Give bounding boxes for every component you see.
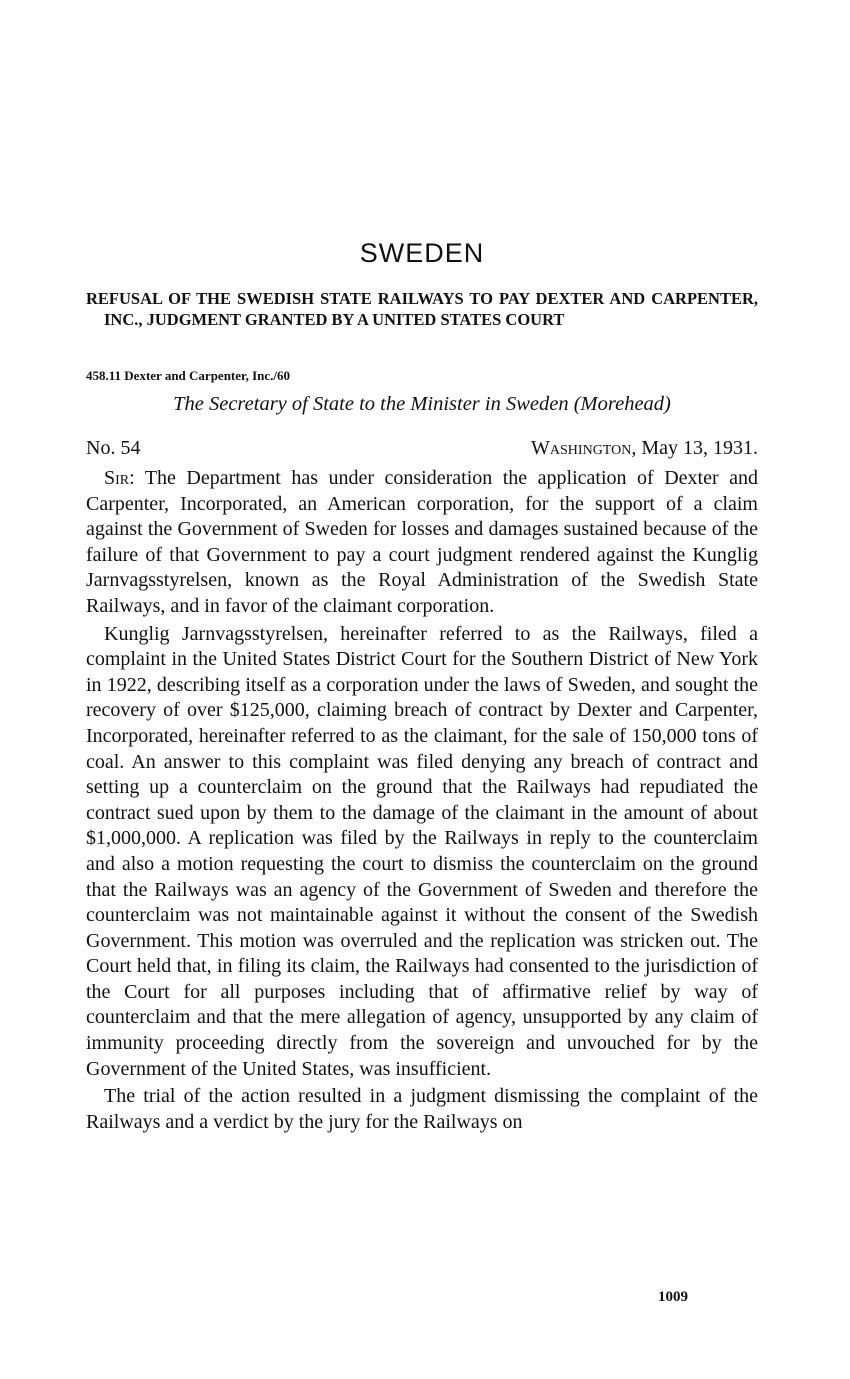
document-heading: REFUSAL OF THE SWEDISH STATE RAILWAYS TO PAY DEXTER AND CARPENTER, INC., JUDGMENT GRANTED BY A UNITED STATES COURT xyxy=(86,289,758,329)
document-number: No. 54 xyxy=(86,437,141,459)
file-reference: 458.11 Dexter and Carpenter, Inc./60 xyxy=(86,368,291,383)
salutation: Sir xyxy=(104,467,130,489)
paragraph-1 xyxy=(86,466,758,620)
document-place-date xyxy=(531,437,758,460)
section-title: SWEDEN xyxy=(359,238,485,268)
body-text xyxy=(86,466,758,1137)
paragraph-1-text: : The Department has under consideration the application of Dexter and Carpenter, Incorporated, an American corporation, for the support of a claim against the Government of Sweden for losses and damages sustained because of the failure of that Government to pay a court judgment rendered against the Kunglig Jarnvagsstyrelsen, known as the Royal Administration of the Swedish State Railways, and in favor of the claimant corporation. xyxy=(86,467,758,617)
page-number: 1009 xyxy=(658,1289,688,1305)
paragraph-2: Kunglig Jarnvagsstyrelsen, hereinafter referred to as the Railways, filed a complaint in the United States District Court for the Southern District of New York in 1922, describing itself as a corporation under the laws of Sweden, and sought the recovery of over $125,000, claiming breach of contract by Dexter and Carpenter, Incorporated, hereinafter referred to as the claimant, for the sale of 150,000 tons of coal. An answer to this complaint was filed denying any breach of contract and setting up a counterclaim on the ground that the Railways had repudiated the contract sued upon by them to the damage of the claimant in the amount of about $1,000,000. A replication was filed by the Railways in reply to the counterclaim and also a motion requesting the court to dismiss the counterclaim on the ground that the Railways was an agency of the Government of Sweden and therefore the counterclaim was not maintainable against it without the consent of the Swedish Government. This motion was overruled and the replication was stricken out. The Court held that, in filing its claim, the Railways had consented to the jurisdiction of the Court for all purposes including that of affirmative relief by way of counterclaim and that the mere allegation of agency, unsupported by any claim of immunity proceeding directly from the sovereign and unvouched for by the Government of the United States, was insufficient. xyxy=(86,622,758,1080)
document-place: Washington xyxy=(531,437,632,459)
document-title: The Secretary of State to the Minister in Sweden (Morehead) xyxy=(173,393,671,415)
paragraph-3: The trial of the action resulted in a judgment dismissing the complaint of the Railways and a verdict by the jury for the Railways on xyxy=(86,1085,758,1133)
document-date: , May 13, 1931. xyxy=(631,437,758,459)
